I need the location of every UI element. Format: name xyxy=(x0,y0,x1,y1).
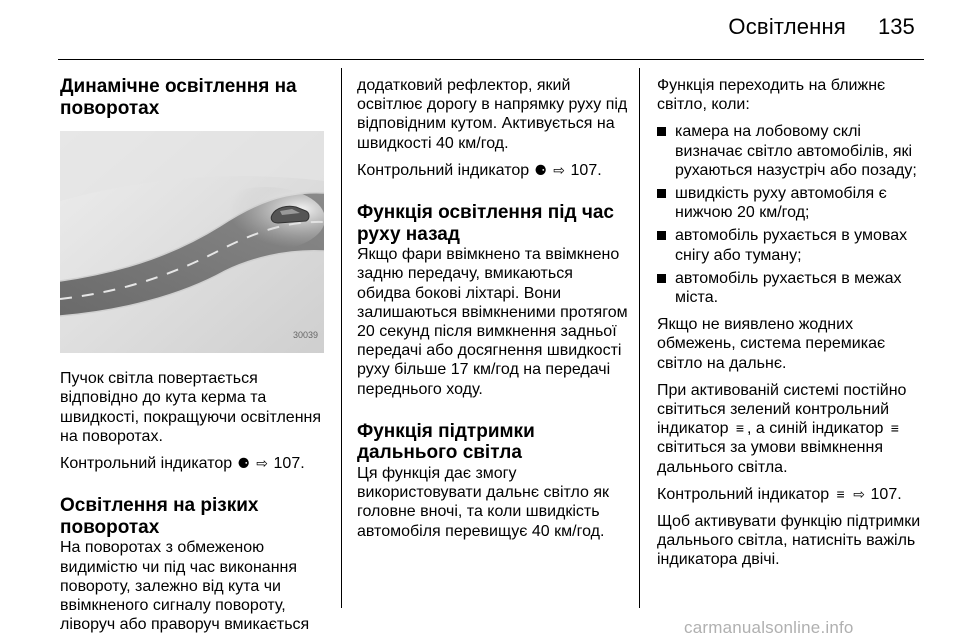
heading-reverse-lighting: Функція освітлення під час руху назад xyxy=(357,202,614,245)
paragraph-continued: додатковий рефлектор, який освітлює дорогу в напрямку руху під відповідним кутом. Активується на швидкості 40 км/год. xyxy=(357,77,628,152)
cornering-light-illustration xyxy=(60,131,324,353)
column-divider-2 xyxy=(639,68,640,608)
high-beam-assist-icon: ≡ xyxy=(735,420,745,437)
page-reference-icon: ⇨ xyxy=(256,455,268,471)
heading-sharp-turns: Освітлення на різких поворотах xyxy=(60,495,259,538)
page-reference-icon: ⇨ xyxy=(553,161,565,178)
paragraph-reverse-lighting: Якщо фари ввімкнено та ввімкнено задню передачу, вмикаються обидва бокові ліхтарі. Вони залишаються ввімкненими протягом 20 секунд після вимкнення задньої передачі або досягнення швидкості руху більше 17 км/год на передачі переднього ходу. xyxy=(357,246,628,398)
light-indicator-icon: ⚈ xyxy=(534,161,547,178)
high-beam-assist-icon: ≡ xyxy=(836,485,845,502)
paragraph-control-indicator-3: Контрольний індикатор ≡ ⇨ 107. xyxy=(657,485,902,503)
list-item: автомобіль рухається в умовах снігу або туману; xyxy=(657,226,927,264)
page-reference-icon: ⇨ xyxy=(853,485,865,502)
paragraph-switch-low-beam: Функція переходить на ближнє світло, коли: xyxy=(657,77,886,114)
heading-dynamic-lighting: Динамічне освітлення на поворотах xyxy=(60,76,297,119)
high-beam-icon: ≡ xyxy=(890,420,899,437)
header-divider xyxy=(58,59,924,60)
paragraph-high-beam-assist: Ця функція дає змогу використовувати дальнє світло як головне вночі, та коли швидкість автомобіля перевищує 40 км/год. xyxy=(357,465,610,540)
column-2 xyxy=(357,76,629,549)
heading-high-beam-assist: Функція підтримки дальнього світла xyxy=(357,420,535,464)
paragraph-system-active: При активованій системі постійно світиться зелений контрольний індикатор ≡ , а синій індикатор ≡ світиться за умови ввімкнення дальнього світла. xyxy=(657,381,907,476)
paragraph-control-indicator-2: Контрольний індикатор ⚈ ⇨ 107. xyxy=(357,161,602,179)
column-1 xyxy=(60,76,328,642)
paragraph-no-limits: Якщо не виявлено жодних обмежень, система перемикає світло на дальнє. xyxy=(657,316,886,372)
paragraph-beam: Пучок світла повертається відповідно до кута керма та швидкості, покращуючи освітлення на поворотах. xyxy=(60,370,322,445)
figure-code: 30039 xyxy=(292,329,318,340)
conditions-list xyxy=(657,122,927,307)
column-3 xyxy=(657,76,927,578)
list-item: автомобіль рухається в межах міста. xyxy=(657,269,927,307)
road-curve-image xyxy=(60,131,324,353)
paragraph-sharp-turns: На поворотах з обмеженою видимістю чи під час виконання повороту, залежно від кута чи ввімкненого сигналу повороту, ліворуч або праворуч вмикається xyxy=(60,539,310,634)
watermark-text: carmanualsonline.info xyxy=(684,618,854,637)
paragraph-activate: Щоб активувати функцію підтримки дальнього світла, натисніть важіль індикатора двічі. xyxy=(657,513,921,569)
page-section-title: Освітлення xyxy=(728,14,846,39)
column-divider-1 xyxy=(341,68,342,608)
list-item: швидкість руху автомобіля є нижчою 20 км/год; xyxy=(657,184,927,222)
light-indicator-icon: ⚈ xyxy=(237,455,250,471)
list-item: камера на лобовому склі визначає світло автомобілів, які рухаються назустріч або позаду; xyxy=(657,122,927,180)
paragraph-control-indicator: Контрольний індикатор ⚈ ⇨ 107. xyxy=(60,455,305,472)
page-number: 135 xyxy=(878,14,915,39)
